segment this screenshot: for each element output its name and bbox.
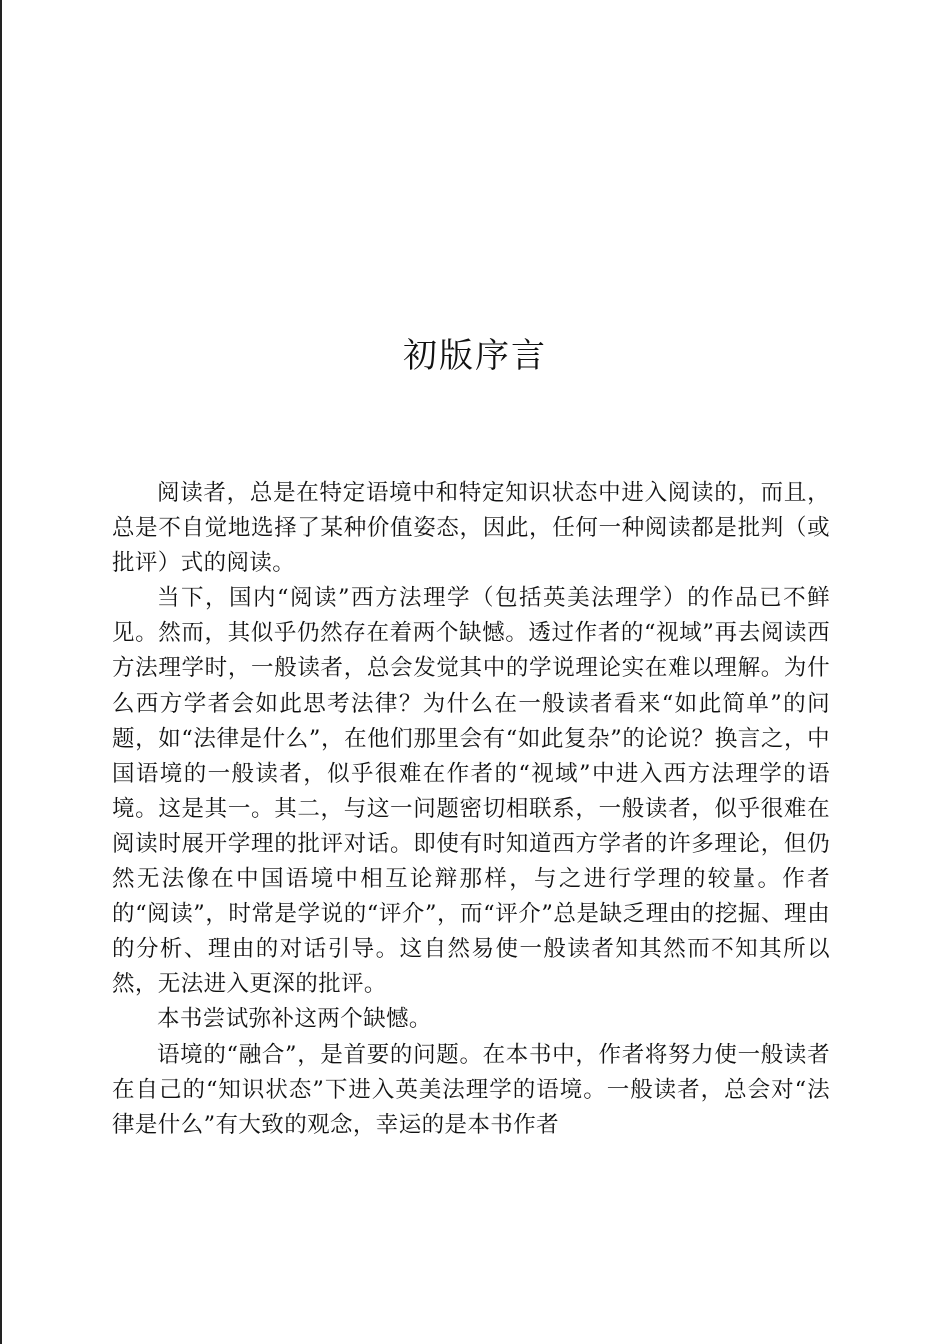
- paragraph-3: 本书尝试弥补这两个缺憾。: [157, 1006, 432, 1033]
- body-text: [112, 476, 830, 1143]
- page-left-edge: [0, 0, 2, 1344]
- paragraph-1: 阅读者，总是在特定语境中和特定知识状态中进入阅读的，而且，总是不自觉地选择了某种价值姿态，因此，任何一种阅读都是批判（或批评）式的阅读。: [112, 480, 830, 577]
- paragraph-2: 当下，国内“阅读”西方法理学（包括英美法理学）的作品已不鲜见。然而，其似乎仍然存在着两个缺憾。透过作者的“视域”再去阅读西方法理学时，一般读者，总会发觉其中的学说理论实在难以理解。为什么西方学者会如此思考法律？为什么在一般读者看来“如此简单”的问题，如“法律是什么”，在他们那里会有“如此复杂”的论说？换言之，中国语境的一般读者，似乎很难在作者的“视域”中进入西方法理学的语境。这是其一。其二，与这一问题密切相联系，一般读者，似乎很难在阅读时展开学理的批评对话。即使有时知道西方学者的许多理论，但仍然无法像在中国语境中相互论辩那样，与之进行学理的较量。作者的“阅读”，时常是学说的“评介”，而“评介”总是缺乏理由的挖掘、理由的分析、理由的对话引导。这自然易使一般读者知其然而不知其所以然，无法进入更深的批评。: [112, 585, 830, 998]
- paragraph-4: 语境的“融合”，是首要的问题。在本书中，作者将努力使一般读者在自己的“知识状态”下进入英美法理学的语境。一般读者，总会对“法律是什么”有大致的观念，幸运的是本书作者: [112, 1041, 830, 1138]
- page-title: 初版序言: [403, 336, 547, 376]
